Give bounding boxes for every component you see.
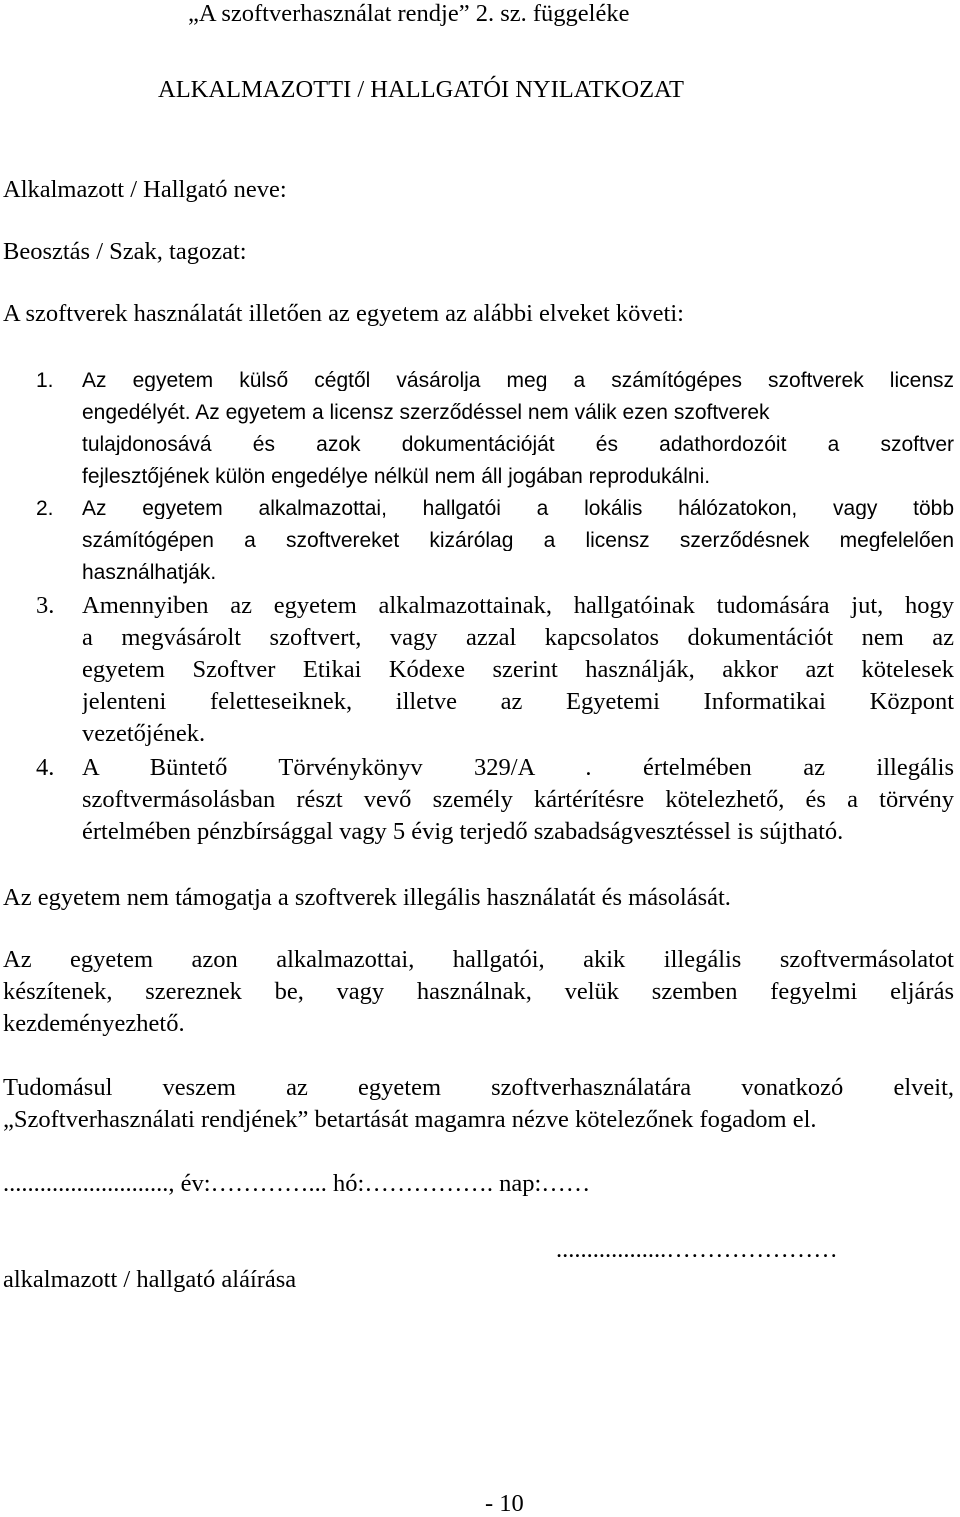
- statement-line: készítenek, szereznek be, vagy használnak, velük szemben fegyelmi eljárás: [3, 980, 954, 1005]
- rule-2-line: számítógépen a szoftvereket kizárólag a licensz szerződésnek megfelelően: [82, 530, 954, 551]
- rule-4-line: A Büntető Törvénykönyv 329/A . értelmében az illegális: [82, 756, 954, 781]
- rule-number: 3.: [36, 592, 55, 619]
- rule-number: 1.: [36, 369, 54, 392]
- rule-number: 4.: [36, 754, 55, 781]
- rule-1-line: tulajdonosává és azok dokumentációját és adathordozóit a szoftver: [82, 434, 954, 455]
- rule-2-line: Az egyetem alkalmazottai, hallgatói a lokális hálózatokon, vagy több: [82, 498, 954, 519]
- date-line: ..........................., év:…………... hó:……………. nap:……: [3, 1170, 591, 1197]
- appendix-title: „A szoftverhasználat rendje” 2. sz. függeléke: [188, 0, 630, 27]
- rule-2-line: használhatják.: [82, 561, 217, 584]
- intro-text: A szoftverek használatát illetően az egyetem az alábbi elveket követi:: [3, 300, 684, 327]
- name-field-label: Alkalmazott / Hallgató neve:: [3, 176, 287, 203]
- rule-3-line: a megvásárolt szoftvert, vagy azzal kapcsolatos dokumentációt nem az: [82, 626, 954, 651]
- signature-line: ..................…………………: [556, 1236, 838, 1263]
- rule-3-line: Amennyiben az egyetem alkalmazottainak, hallgatóinak tudomására jut, hogy: [82, 594, 954, 619]
- signature-label: alkalmazott / hallgató aláírása: [3, 1266, 297, 1293]
- statement-line: kezdeményezhető.: [3, 1010, 185, 1037]
- rule-1-line: fejlesztőjének külön engedélye nélkül nem áll jogában reprodukálni.: [82, 465, 711, 488]
- rule-3-line: jelenteni feletteseiknek, illetve az Egyetemi Informatikai Központ: [82, 690, 954, 715]
- position-field-label: Beosztás / Szak, tagozat:: [3, 238, 247, 265]
- acknowledgement-line: „Szoftverhasználati rendjének” betartását magamra nézve kötelezőnek fogadom el.: [3, 1106, 817, 1133]
- rule-1-line: engedélyét. Az egyetem a licensz szerződéssel nem válik ezen szoftverek: [82, 401, 770, 424]
- statement-line: Az egyetem azon alkalmazottai, hallgatói, akik illegális szoftvermásolatot: [3, 948, 954, 973]
- page-number: - 10: [485, 1490, 524, 1517]
- rule-3-line: egyetem Szoftver Etikai Kódexe szerint használják, akkor azt kötelesek: [82, 658, 954, 683]
- declaration-title: ALKALMAZOTTI / HALLGATÓI NYILATKOZAT: [158, 76, 684, 103]
- statement-text: Az egyetem nem támogatja a szoftverek illegális használatát és másolását.: [3, 884, 731, 911]
- rule-1-line: Az egyetem külső cégtől vásárolja meg a számítógépes szoftverek licensz: [82, 370, 954, 391]
- rule-3-line: vezetőjének.: [82, 720, 206, 747]
- rule-4-line: szoftvermásolásban részt vevő személy kártérítésre kötelezhető, és a törvény: [82, 788, 954, 813]
- acknowledgement-line: Tudomásul veszem az egyetem szoftverhasználatára vonatkozó elveit,: [3, 1076, 954, 1101]
- rule-4-line: értelmében pénzbírsággal vagy 5 évig terjedő szabadságvesztéssel is sújtható.: [82, 818, 844, 845]
- rule-number: 2.: [36, 497, 54, 520]
